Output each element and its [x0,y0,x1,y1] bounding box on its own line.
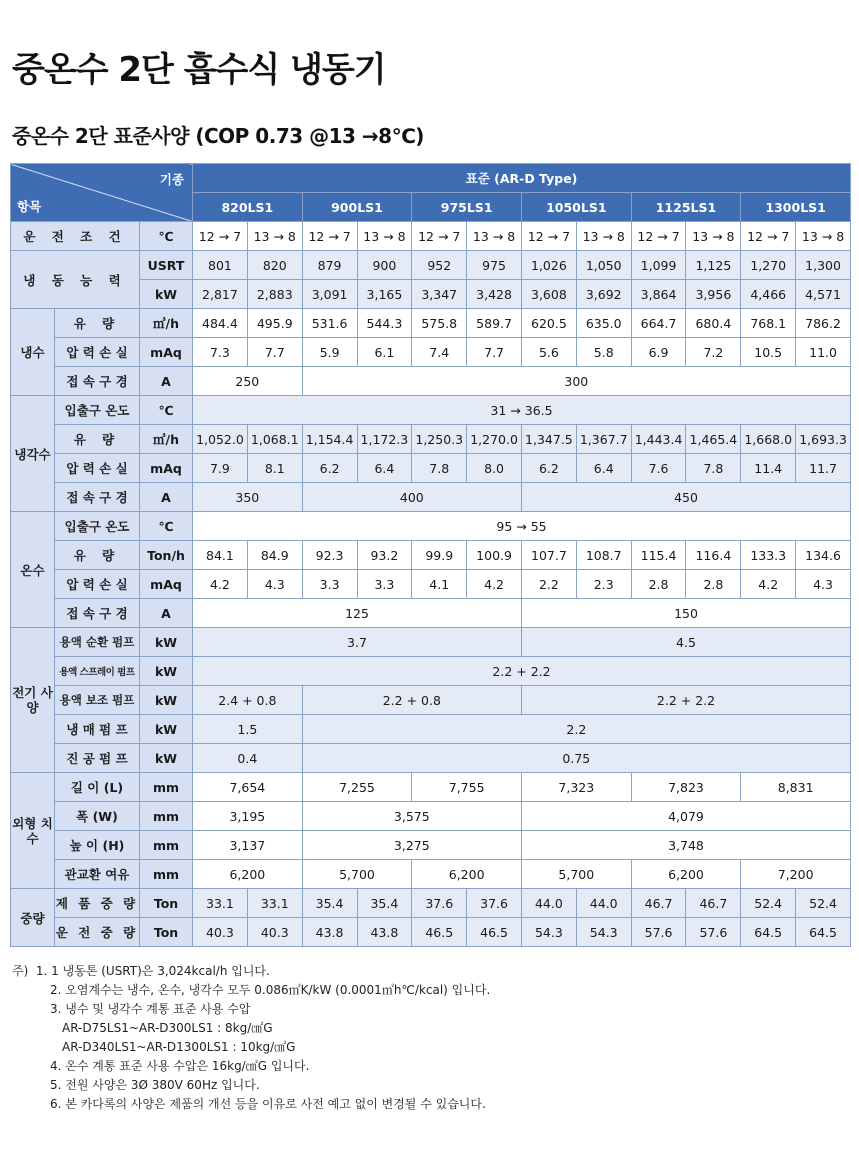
cell: 879 [302,251,357,280]
cell: 99.9 [412,541,467,570]
cell: 54.3 [576,918,631,947]
cell: 1.5 [193,715,303,744]
row-cooling-loss [11,454,851,483]
cell: 589.7 [467,309,522,338]
cell: 250 [193,367,303,396]
cell: 134.6 [796,541,851,570]
row-unit: kW [140,657,193,686]
row-elec-circ [11,628,851,657]
row-unit: ㎥/h [140,425,193,454]
cell: 52.4 [796,889,851,918]
cell: 12 → 7 [193,222,248,251]
cell: 450 [521,483,850,512]
cell: 125 [193,599,522,628]
cell: 3,137 [193,831,303,860]
cell: 84.9 [247,541,302,570]
cell: 35.4 [357,889,412,918]
row-unit: ㎥/h [140,309,193,338]
row-label: 높 이 (H) [55,831,140,860]
row-unit: A [140,483,193,512]
cell: 2.8 [631,570,686,599]
row-label: 접 속 구 경 [55,483,140,512]
header-hangmok: 항목 [17,199,42,214]
note-2: 2. 오염계수는 냉수, 온수, 냉각수 모두 0.086㎡K/kW (0.0001㎡h℃/kcal) 입니다. [50,983,491,997]
cell: 5.8 [576,338,631,367]
row-hot-flow [11,541,851,570]
cell: 7,200 [741,860,851,889]
cell: 2.2 + 2.2 [521,686,850,715]
row-label: 폭 (W) [55,802,140,831]
note-4: 4. 온수 계통 표준 사용 수압은 16kg/㎠G 입니다. [50,1059,310,1073]
row-label: 접 속 구 경 [55,599,140,628]
cell: 2.8 [686,570,741,599]
cell: 33.1 [247,889,302,918]
cell: 6.1 [357,338,412,367]
cell: 8.1 [247,454,302,483]
cell: 3.7 [193,628,522,657]
row-unit: mAq [140,570,193,599]
cell: 52.4 [741,889,796,918]
cell: 2.2 [302,715,850,744]
row-label: 압 력 손 실 [55,338,140,367]
cell: 1,125 [686,251,741,280]
row-unit: mm [140,773,193,802]
row-unit: kW [140,686,193,715]
row-label: 유 량 [55,425,140,454]
model-header: 1050LS1 [521,193,631,222]
row-unit: ℃ [140,222,193,251]
cell: 44.0 [521,889,576,918]
cell: 4.5 [521,628,850,657]
cell: 1,250.3 [412,425,467,454]
cell: 4.3 [796,570,851,599]
cell: 7.7 [247,338,302,367]
cell: 64.5 [741,918,796,947]
note-1: 1. 1 냉동톤 (USRT)은 3,024kcal/h 입니다. [35,964,270,978]
cell: 680.4 [686,309,741,338]
cell: 6.4 [357,454,412,483]
cell: 37.6 [467,889,522,918]
cell: 37.6 [412,889,467,918]
row-label: 압 력 손 실 [55,570,140,599]
cell: 100.9 [467,541,522,570]
cell: 5,700 [302,860,412,889]
cell: 6,200 [412,860,522,889]
cell: 1,068.1 [247,425,302,454]
cell: 92.3 [302,541,357,570]
cell: 575.8 [412,309,467,338]
cell: 7,823 [631,773,741,802]
cell: 107.7 [521,541,576,570]
cell: 133.3 [741,541,796,570]
row-dim-tube [11,860,851,889]
cell: 1,172.3 [357,425,412,454]
row-elec-vacuum [11,744,851,773]
group-label: 온수 [11,512,55,628]
header-corner [11,164,193,222]
row-unit: kW [140,280,193,309]
row-elec-spray [11,657,851,686]
cell: 95 → 55 [193,512,851,541]
cell: 2.2 + 0.8 [302,686,521,715]
row-unit: Ton [140,918,193,947]
cell: 3.3 [302,570,357,599]
row-label: 냉 동 능 력 [11,251,140,309]
row-unit: A [140,599,193,628]
cell: 4.2 [467,570,522,599]
cell: 150 [521,599,850,628]
footnotes [12,962,490,1114]
cell: 7.4 [412,338,467,367]
group-label: 냉각수 [11,396,55,512]
cell: 40.3 [247,918,302,947]
cell: 116.4 [686,541,741,570]
cell: 6.2 [521,454,576,483]
row-unit: mm [140,860,193,889]
cell: 40.3 [193,918,248,947]
model-header: 1300LS1 [741,193,851,222]
cell: 1,347.5 [521,425,576,454]
cell: 3,956 [686,280,741,309]
row-label: 관교환 여유 [55,860,140,889]
header-standard: 표준 (AR-D Type) [193,164,851,193]
cell: 2.4 + 0.8 [193,686,303,715]
model-header: 1125LS1 [631,193,741,222]
row-hot-conn [11,599,851,628]
row-unit: kW [140,715,193,744]
note-6: 6. 본 카다록의 사양은 제품의 개선 등을 이유로 사전 예고 없이 변경될 수 있습니다. [50,1097,486,1111]
row-unit: USRT [140,251,193,280]
row-label: 운 전 조 건 [11,222,140,251]
cell: 13 → 8 [247,222,302,251]
row-dim-length [11,773,851,802]
group-label: 전기 사양 [11,628,55,773]
cell: 2.2 + 2.2 [193,657,851,686]
cell: 3.3 [357,570,412,599]
row-unit: mm [140,802,193,831]
cell: 3,864 [631,280,686,309]
cell: 3,091 [302,280,357,309]
cell: 300 [302,367,850,396]
cell: 7,255 [302,773,412,802]
cell: 2,883 [247,280,302,309]
row-label: 운 전 중 량 [55,918,140,947]
cell: 6.9 [631,338,686,367]
cell: 1,300 [796,251,851,280]
cell: 1,367.7 [576,425,631,454]
row-unit: Ton/h [140,541,193,570]
cell: 46.7 [686,889,741,918]
row-weight-operating [11,918,851,947]
row-label: 진 공 펌 프 [55,744,140,773]
cell: 7.2 [686,338,741,367]
cell: 12 → 7 [521,222,576,251]
cell: 820 [247,251,302,280]
cell: 13 → 8 [357,222,412,251]
cell: 531.6 [302,309,357,338]
cell: 1,026 [521,251,576,280]
cell: 57.6 [686,918,741,947]
row-dim-width [11,802,851,831]
cell: 3,608 [521,280,576,309]
cell: 1,154.4 [302,425,357,454]
cell: 7.3 [193,338,248,367]
group-label: 냉수 [11,309,55,396]
cell: 6.4 [576,454,631,483]
cell: 43.8 [302,918,357,947]
cell: 4,571 [796,280,851,309]
row-label: 접 속 구 경 [55,367,140,396]
note-prefix: 주) [12,964,29,978]
cell: 801 [193,251,248,280]
cell: 3,692 [576,280,631,309]
cell: 11.7 [796,454,851,483]
cell: 7.8 [412,454,467,483]
row-label: 입출구 온도 [55,396,140,425]
row-unit: ℃ [140,512,193,541]
cell: 1,443.4 [631,425,686,454]
cell: 57.6 [631,918,686,947]
row-elec-refrig [11,715,851,744]
cell: 13 → 8 [796,222,851,251]
cell: 7.6 [631,454,686,483]
model-header: 820LS1 [193,193,303,222]
row-unit: kW [140,744,193,773]
row-chilled-conn [11,367,851,396]
cell: 8.0 [467,454,522,483]
row-weight-product [11,889,851,918]
note-3a: AR-D75LS1~AR-D300LS1 : 8kg/㎠G [62,1021,273,1035]
cell: 2.3 [576,570,631,599]
spec-subtitle: 중온수 2단 표준사양 (COP 0.73 @13 →8℃) [12,124,424,148]
cell: 3,748 [521,831,850,860]
cell: 3,165 [357,280,412,309]
cell: 900 [357,251,412,280]
cell: 1,270.0 [467,425,522,454]
cell: 620.5 [521,309,576,338]
model-header: 900LS1 [302,193,412,222]
cell: 43.8 [357,918,412,947]
cell: 495.9 [247,309,302,338]
cell: 7,654 [193,773,303,802]
cell: 7.7 [467,338,522,367]
note-3: 3. 냉수 및 냉각수 계통 표준 사용 수압 [50,1002,251,1016]
cell: 13 → 8 [576,222,631,251]
row-elec-aux [11,686,851,715]
cell: 3,275 [302,831,521,860]
cell: 115.4 [631,541,686,570]
cell: 46.5 [412,918,467,947]
page-title: 중온수 2단 흡수식 냉동기 [12,50,386,90]
row-label: 용액 순환 펌프 [55,628,140,657]
row-hot-temp [11,512,851,541]
cell: 4,079 [521,802,850,831]
cell: 12 → 7 [741,222,796,251]
cell: 3,428 [467,280,522,309]
cell: 11.4 [741,454,796,483]
row-hot-loss [11,570,851,599]
cell: 33.1 [193,889,248,918]
row-cooling-flow [11,425,851,454]
row-chilled-loss [11,338,851,367]
row-label: 유 량 [55,541,140,570]
cell: 7.9 [193,454,248,483]
cell: 10.5 [741,338,796,367]
cell: 108.7 [576,541,631,570]
cell: 4.3 [247,570,302,599]
cell: 6,200 [631,860,741,889]
row-label: 용액 스프레이 펌프 [55,657,140,686]
cell: 31 → 36.5 [193,396,851,425]
row-unit: kW [140,628,193,657]
cell: 0.4 [193,744,303,773]
cell: 5.6 [521,338,576,367]
cell: 6.2 [302,454,357,483]
cell: 35.4 [302,889,357,918]
cell: 5,700 [521,860,631,889]
group-label: 중량 [11,889,55,947]
cell: 768.1 [741,309,796,338]
cell: 46.5 [467,918,522,947]
cell: 1,465.4 [686,425,741,454]
cell: 952 [412,251,467,280]
row-chilled-flow [11,309,851,338]
cell: 0.75 [302,744,850,773]
cell: 484.4 [193,309,248,338]
cell: 13 → 8 [467,222,522,251]
cell: 7,323 [521,773,631,802]
row-unit: mAq [140,338,193,367]
cell: 46.7 [631,889,686,918]
cell: 84.1 [193,541,248,570]
cell: 93.2 [357,541,412,570]
row-label: 제 품 중 량 [55,889,140,918]
cell: 64.5 [796,918,851,947]
cell: 975 [467,251,522,280]
row-label: 길 이 (L) [55,773,140,802]
cell: 4.1 [412,570,467,599]
note-line [12,962,490,981]
cell: 635.0 [576,309,631,338]
note-3b: AR-D340LS1~AR-D1300LS1 : 10kg/㎠G [62,1040,296,1054]
note-5: 5. 전원 사양은 3Ø 380V 60Hz 입니다. [50,1078,260,1092]
row-cooling-conn [11,483,851,512]
cell: 2,817 [193,280,248,309]
row-label: 입출구 온도 [55,512,140,541]
cell: 6,200 [193,860,303,889]
cell: 3,575 [302,802,521,831]
cell: 4.2 [193,570,248,599]
row-label: 용액 보조 펌프 [55,686,140,715]
cell: 5.9 [302,338,357,367]
row-operating [11,222,851,251]
row-unit: Ton [140,889,193,918]
cell: 12 → 7 [631,222,686,251]
cell: 400 [302,483,521,512]
row-capacity-usrt [11,251,851,280]
cell: 3,195 [193,802,303,831]
cell: 1,052.0 [193,425,248,454]
cell: 4.2 [741,570,796,599]
row-cooling-temp [11,396,851,425]
cell: 54.3 [521,918,576,947]
cell: 1,050 [576,251,631,280]
row-dim-height [11,831,851,860]
cell: 1,693.3 [796,425,851,454]
row-label: 냉 매 펌 프 [55,715,140,744]
cell: 664.7 [631,309,686,338]
cell: 8,831 [741,773,851,802]
cell: 1,668.0 [741,425,796,454]
cell: 7.8 [686,454,741,483]
cell: 2.2 [521,570,576,599]
row-unit: ℃ [140,396,193,425]
cell: 786.2 [796,309,851,338]
cell: 7,755 [412,773,522,802]
row-unit: A [140,367,193,396]
group-label: 외형 치수 [11,773,55,889]
cell: 12 → 7 [302,222,357,251]
header-kijong: 기종 [159,172,185,187]
cell: 1,099 [631,251,686,280]
cell: 1,270 [741,251,796,280]
row-label: 압 력 손 실 [55,454,140,483]
row-unit: mm [140,831,193,860]
cell: 11.0 [796,338,851,367]
cell: 3,347 [412,280,467,309]
row-unit: mAq [140,454,193,483]
cell: 4,466 [741,280,796,309]
row-label: 유 량 [55,309,140,338]
cell: 44.0 [576,889,631,918]
cell: 544.3 [357,309,412,338]
spec-table [10,163,851,947]
cell: 350 [193,483,303,512]
cell: 13 → 8 [686,222,741,251]
model-header: 975LS1 [412,193,522,222]
cell: 12 → 7 [412,222,467,251]
